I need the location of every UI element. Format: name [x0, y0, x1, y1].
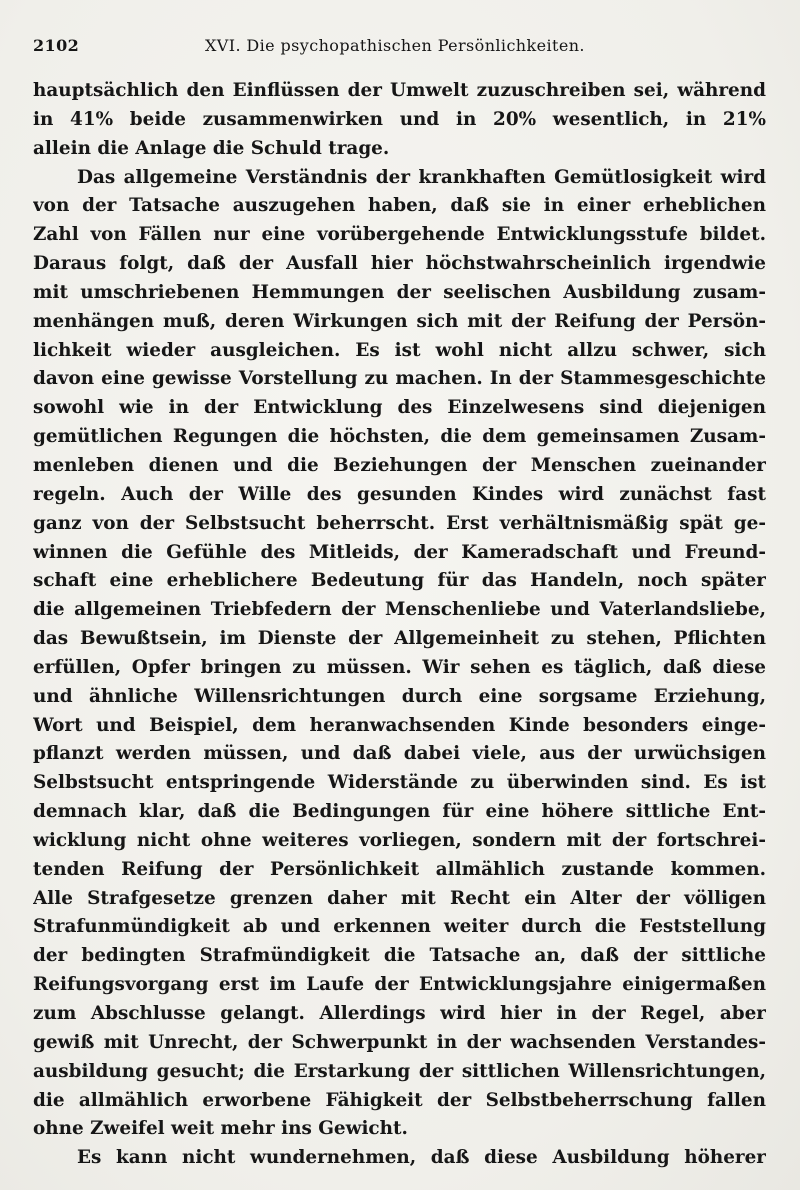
page-header [33, 36, 613, 60]
text-line: lichkeit wieder ausgleichen. Es ist wohl nicht allzu schwer, sich [33, 339, 766, 361]
text-line: Zahl von Fällen nur eine vorübergehende Entwicklungsstufe bildet. [33, 224, 766, 246]
text-line: schaft eine erheblichere Bedeutung für das Handeln, noch später [33, 570, 766, 592]
text-line: die allgemeinen Triebfedern der Menschenliebe und Vaterlandsliebe, [33, 599, 766, 621]
text-line: menleben dienen und die Beziehungen der Menschen zueinander [33, 454, 766, 476]
text-line: tenden Reifung der Persönlichkeit allmählich zustande kommen. [33, 858, 766, 880]
running-title: XVI. Die psychopathischen Persönlichkeiten. [205, 36, 585, 55]
text-line: gemütlichen Regungen die höchsten, die dem gemeinsamen Zusam- [33, 426, 766, 448]
text-line: sowohl wie in der Entwicklung des Einzelwesens sind diejenigen [33, 397, 766, 419]
body-text [33, 77, 766, 1173]
text-line: mit umschriebenen Hemmungen der seelischen Ausbildung zusam- [33, 281, 766, 303]
text-line: davon eine gewisse Vorstellung zu machen. In der Stammesgeschichte [33, 368, 766, 390]
text-line: wicklung nicht ohne weiteres vorliegen, sondern mit der fortschrei- [33, 829, 766, 851]
text-line: ausbildung gesucht; die Erstarkung der sittlichen Willensrichtungen, [33, 1060, 766, 1082]
text-line: Daraus folgt, daß der Ausfall hier höchstwahrscheinlich irgendwie [33, 253, 766, 275]
page-number: 2102 [33, 36, 80, 55]
text-line: Strafunmündigkeit ab und erkennen weiter durch die Feststellung [33, 916, 766, 938]
text-line: Das allgemeine Verständnis der krankhaften Gemütlosigkeit wird [77, 166, 766, 188]
text-line: ganz von der Selbstsucht beherrscht. Erst verhältnismäßig spät ge- [33, 512, 766, 534]
text-line: und ähnliche Willensrichtungen durch eine sorgsame Erziehung, [33, 685, 766, 707]
text-line: erfüllen, Opfer bringen zu müssen. Wir sehen es täglich, daß diese [33, 656, 766, 678]
text-line: hauptsächlich den Einflüssen der Umwelt zuzuschreiben sei, während [33, 80, 766, 101]
text-line: die allmählich erworbene Fähigkeit der Selbstbeherrschung fallen [33, 1089, 766, 1111]
text-line: in 41% beide zusammenwirken und in 20% wesentlich, in 21% [33, 108, 766, 130]
text-line: menhängen muß, deren Wirkungen sich mit der Reifung der Persön- [33, 310, 766, 332]
text-line: Es kann nicht wundernehmen, daß diese Ausbildung höherer [77, 1147, 766, 1169]
text-line: regeln. Auch der Wille des gesunden Kindes wird zunächst fast [33, 483, 766, 505]
text-line: zum Abschlusse gelangt. Allerdings wird hier in der Regel, aber [33, 1003, 766, 1024]
text-line: Wort und Beispiel, dem heranwachsenden Kinde besonders einge- [33, 714, 766, 736]
text-line: winnen die Gefühle des Mitleids, der Kameradschaft und Freund- [33, 541, 766, 563]
text-line: das Bewußtsein, im Dienste der Allgemeinheit zu stehen, Pflichten [33, 628, 766, 650]
text-line: ohne Zweifel weit mehr ins Gewicht. [33, 1118, 408, 1140]
text-line: pflanzt werden müssen, und daß dabei viele, aus der urwüchsigen [33, 743, 766, 765]
text-line: der bedingten Strafmündigkeit die Tatsache an, daß der sittliche [33, 945, 766, 967]
text-line: Selbstsucht entspringende Widerstände zu überwinden sind. Es ist [33, 772, 766, 794]
text-line: gewiß mit Unrecht, der Schwerpunkt in der wachsenden Verstandes- [33, 1031, 766, 1053]
text-line: Reifungsvorgang erst im Laufe der Entwicklungsjahre einigermaßen [33, 974, 766, 996]
text-line: von der Tatsache auszugehen haben, daß sie in einer erheblichen [33, 195, 766, 217]
text-line: Alle Strafgesetze grenzen daher mit Recht ein Alter der völligen [33, 887, 766, 909]
text-line: demnach klar, daß die Bedingungen für eine höhere sittliche Ent- [33, 801, 766, 823]
text-line: allein die Anlage die Schuld trage. [33, 137, 390, 159]
